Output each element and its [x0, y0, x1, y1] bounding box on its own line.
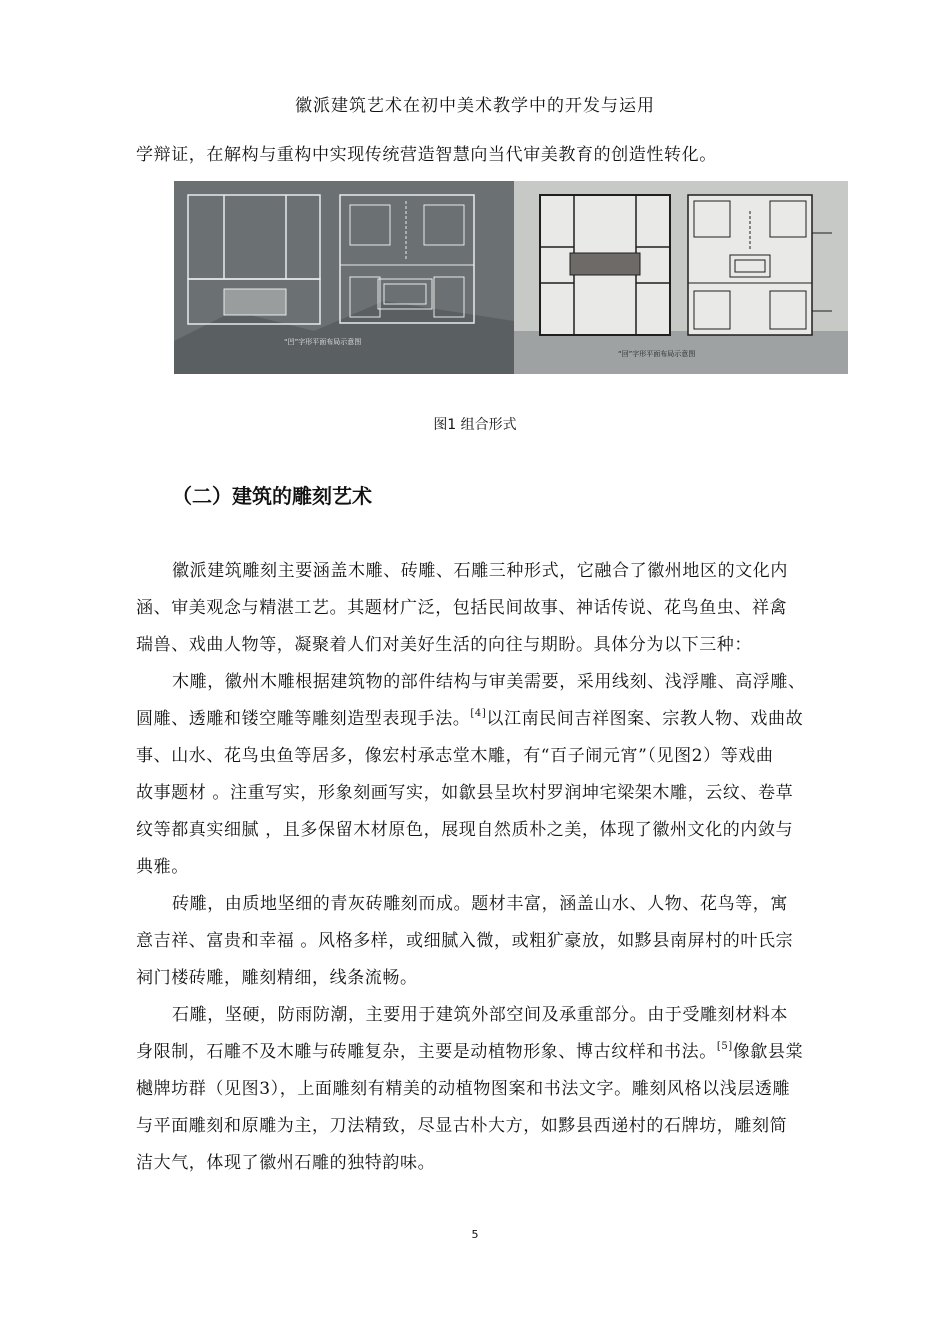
citation-ref: [4]	[470, 708, 487, 719]
left-panel-label: “凹”字形平面布局示意图	[284, 338, 362, 346]
figure-caption: 图1 组合形式	[433, 417, 517, 433]
citation-ref: [5]	[716, 1041, 733, 1052]
paragraph-line: 瑞兽、戏曲人物等，凝聚着人们对美好生活的向往与期盼。具体分为以下三种：	[136, 635, 752, 655]
paragraph-line: 故事题材 。注重写实，形象刻画写实，如歙县呈坎村罗润坤宅梁架木雕，云纹、卷草	[136, 783, 794, 803]
paragraph-line: 涵、审美观念与精湛工艺。其题材广泛，包括民间故事、神话传说、花鸟鱼虫、祥禽	[136, 598, 788, 618]
paragraph-line: 砖雕，由质地坚细的青灰砖雕刻而成。题材丰富，涵盖山水、人物、花鸟等，寓	[172, 894, 788, 914]
hui-plan-diagram	[514, 181, 848, 374]
paragraph-line: 纹等都真实细腻 ，且多保留木材原色，展现自然质朴之美，体现了徽州文化的内敛与	[136, 820, 794, 840]
figure-right-panel	[514, 181, 848, 374]
paragraph-line: 徽派建筑雕刻主要涵盖木雕、砖雕、石雕三种形式，它融合了徽州地区的文化内	[172, 561, 788, 581]
paragraph-line: 事、山水、花鸟虫鱼等居多，像宏村承志堂木雕，有“百子闹元宵”（见图2）等戏曲	[136, 746, 774, 766]
paragraph-line: 樾牌坊群（见图3），上面雕刻有精美的动植物图案和书法文字。雕刻风格以浅层透雕	[136, 1079, 791, 1099]
paragraph-line: 意吉祥、富贵和幸福 。风格多样，或细腻入微，或粗犷豪放，如黟县南屏村的叶氏宗	[136, 931, 794, 951]
paragraph-line	[136, 704, 803, 729]
line-text: 像歙县棠	[732, 1042, 804, 1062]
paragraph-line: 典雅。	[136, 857, 189, 877]
paragraph-line: 石雕，坚硬，防雨防潮，主要用于建筑外部空间及承重部分。由于受雕刻材料本	[172, 1005, 788, 1025]
intro-line: 学辩证，在解构与重构中实现传统营造智慧向当代审美教育的创造性转化。	[136, 145, 717, 165]
running-header: 徽派建筑艺术在初中美术教学中的开发与运用	[295, 96, 655, 116]
paragraph-line: 洁大气，体现了徽州石雕的独特韵味。	[136, 1153, 436, 1173]
line-text: 以江南民间吉祥图案、宗教人物、戏曲故	[486, 709, 804, 729]
page-number: 5	[471, 1228, 479, 1241]
section-heading: （二）建筑的雕刻艺术	[172, 484, 372, 508]
right-panel-label: “回”字形平面布局示意图	[618, 350, 696, 358]
paragraph-line: 与平面雕刻和原雕为主，刀法精致，尽显古朴大方，如黟县西递村的石牌坊，雕刻简	[136, 1116, 788, 1136]
paragraph-line: 木雕，徽州木雕根据建筑物的部件结构与审美需要，采用线刻、浅浮雕、高浮雕、	[172, 672, 806, 692]
paragraph-line	[136, 1037, 803, 1062]
line-text: 身限制，石雕不及木雕与砖雕复杂，主要是动植物形象、博古纹样和书法。	[136, 1042, 717, 1062]
figure-left-panel	[174, 181, 514, 374]
paragraph-line: 祠门楼砖雕，雕刻精细，线条流畅。	[136, 968, 418, 988]
figure-1	[174, 181, 848, 374]
line-text: 圆雕、透雕和镂空雕等雕刻造型表现手法。	[136, 709, 471, 729]
